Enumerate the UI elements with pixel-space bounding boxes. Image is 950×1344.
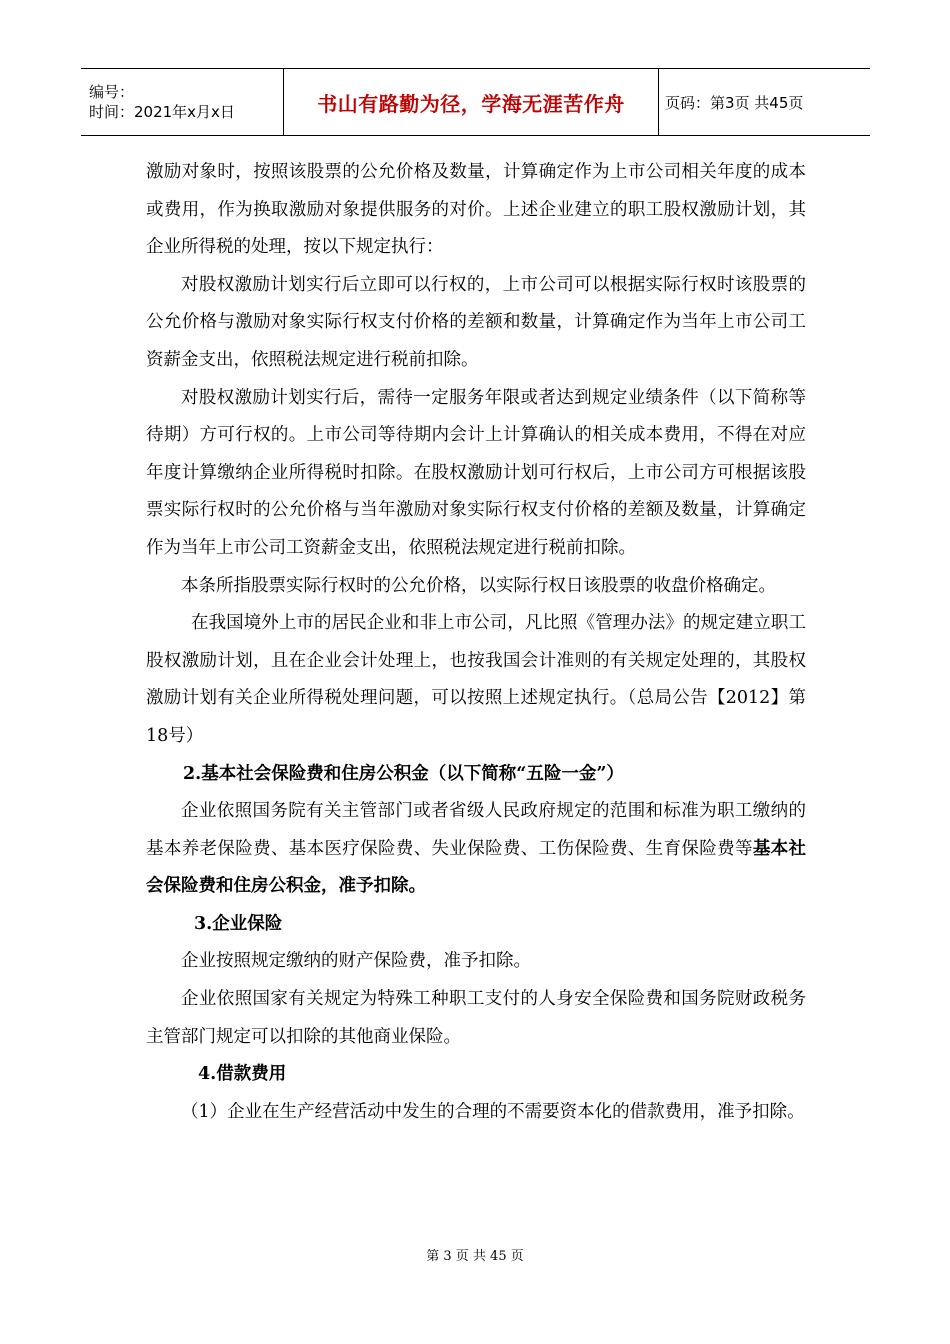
header-page-info: 页码：第3页 共45页 bbox=[665, 93, 804, 112]
page-header bbox=[81, 68, 870, 136]
header-meta bbox=[81, 69, 284, 135]
paragraph: 企业按照规定缴纳的财产保险费，准予扣除。 bbox=[181, 951, 531, 972]
paragraph-emphasis: 基本社会保险费和住房公积金，准予扣除。 bbox=[146, 838, 807, 897]
section-heading: 2.基本社会保险费和住房公积金（以下简称“五险一金”） bbox=[183, 763, 624, 784]
paragraph: 企业依照国家有关规定为特殊工种职工支付的人身安全保险费和国务院财政税务主管部门规定可以扣除的其他商业保险。 bbox=[146, 989, 806, 1047]
paragraph: 对股权激励计划实行后，需待一定服务年限或者达到规定业绩条件（以下简称等待期）方可行权的。上市公司等待期内会计上计算确认的相关成本费用，不得在对应年度计算缴纳企业所得税时扣除。在股权激励计划可行权后，上市公司方可根据该股票实际行权时的公允价格与当年激励对象实际行权支付价格的差额及数量，计算确定作为当年上市公司工资薪金支出，依照税法规定进行税前扣除。 bbox=[146, 387, 806, 558]
document-number-label: 编号： bbox=[89, 83, 135, 101]
document-body bbox=[146, 154, 806, 1131]
paragraph: 在我国境外上市的居民企业和非上市公司，凡比照《管理办法》的规定建立职工股权激励计划，且在企业会计处理上，也按我国会计准则的有关规定处理的，其股权激励计划有关企业所得税处理问题，可以按照上述规定执行。（总局公告【2012】第18号） bbox=[146, 613, 806, 746]
section-heading: 3.企业保险 bbox=[194, 913, 283, 934]
header-motto: 书山有路勤为径，学海无涯苦作舟 bbox=[317, 91, 625, 116]
paragraph bbox=[146, 793, 806, 906]
paragraph: 本条所指股票实际行权时的公允价格，以实际行权日该股票的收盘价格确定。 bbox=[181, 575, 776, 596]
header-page-info-cell bbox=[659, 69, 870, 135]
document-date-label: 时间：2021年x月x日 bbox=[89, 103, 235, 121]
paragraph: 对股权激励计划实行后立即可以行权的，上市公司可以根据实际行权时该股票的公允价格与激励对象实际行权支付价格的差额和数量，计算确定作为当年上市公司工资薪金支出，依照税法规定进行税前扣除。 bbox=[146, 274, 806, 370]
paragraph-text: 企业依照国务院有关主管部门或者省级人民政府规定的范围和标准为职工缴纳的基本养老保险费、基本医疗保险费、失业保险费、工伤保险费、生育保险费等 bbox=[146, 801, 806, 859]
section-heading: 4.借款费用 bbox=[198, 1064, 287, 1085]
paragraph: （1）企业在生产经营活动中发生的合理的不需要资本化的借款费用，准予扣除。 bbox=[181, 1101, 805, 1122]
paragraph: 激励对象时，按照该股票的公允价格及数量，计算确定作为上市公司相关年度的成本或费用，作为换取激励对象提供服务的对价。上述企业建立的职工股权激励计划，其企业所得税的处理，按以下规定执行： bbox=[146, 162, 806, 258]
page-footer: 第 3 页 共 45 页 bbox=[426, 1249, 524, 1264]
header-motto-cell bbox=[284, 69, 659, 135]
